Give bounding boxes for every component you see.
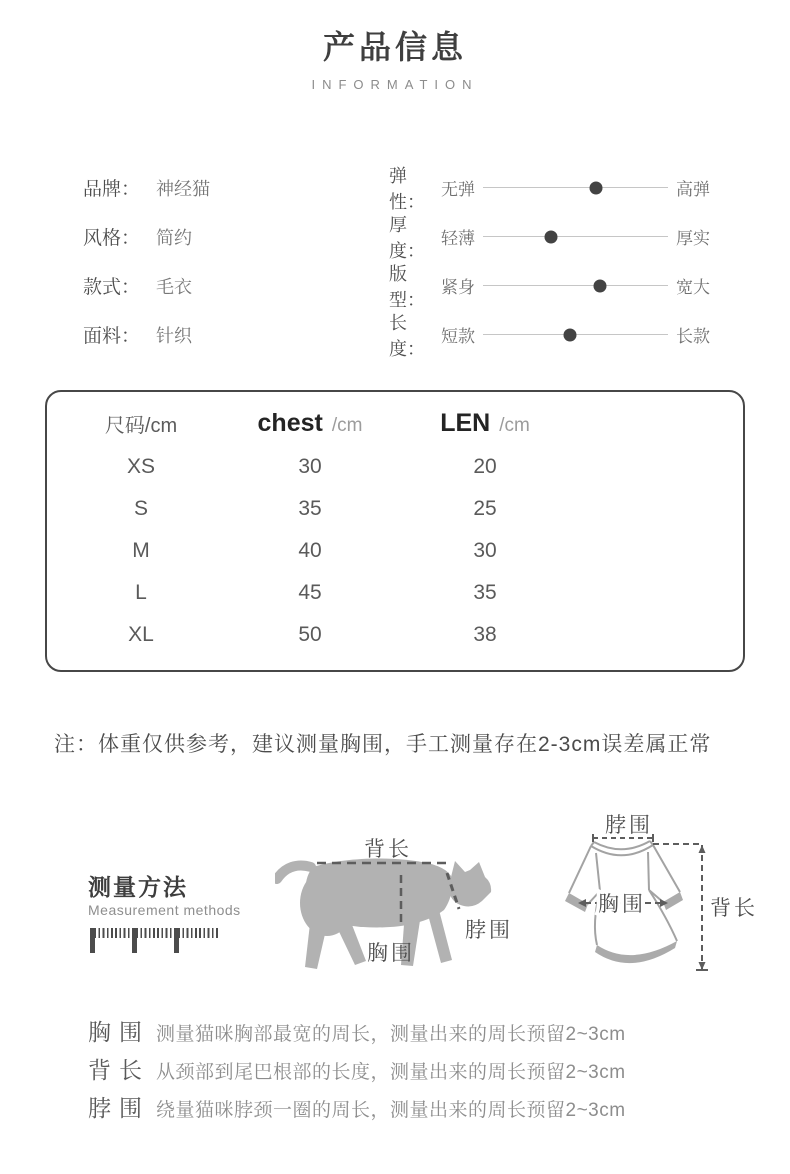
slider-min-label: 短款	[441, 327, 475, 346]
glossary-desc: 从颈部到尾巴根部的长度，测量出来的周长预留2~3cm	[156, 1062, 626, 1083]
col-header-size: 尺码/cm	[104, 414, 178, 437]
glossary-term: 胸围	[88, 1019, 150, 1045]
cell-size: L	[135, 581, 147, 604]
slider-min-label: 无弹	[441, 180, 475, 199]
cat-illustration	[275, 815, 555, 1000]
attr-value: 针织	[156, 325, 193, 346]
slider-dot	[563, 328, 576, 341]
slider-row-elasticity	[389, 163, 710, 212]
slider-label: 版型：	[389, 263, 425, 310]
table-row	[47, 488, 743, 530]
attr-row-type	[83, 261, 210, 310]
cell-len: 35	[473, 581, 497, 604]
slider-dot	[593, 279, 606, 292]
slider-track	[483, 285, 668, 286]
glossary-term: 脖围	[88, 1095, 150, 1121]
cell-len: 30	[473, 539, 497, 562]
size-table	[45, 390, 745, 672]
attr-value: 简约	[156, 227, 193, 248]
attr-value: 神经猫	[156, 178, 211, 199]
slider-label: 厚度：	[389, 214, 425, 261]
slider-dot	[589, 181, 602, 194]
page-title: 产品信息	[322, 29, 467, 65]
cell-len: 38	[473, 623, 497, 646]
col-header-len: LEN /cm	[440, 408, 530, 437]
slider-label: 长度：	[389, 312, 425, 359]
cell-size: S	[133, 497, 148, 520]
cell-chest: 50	[298, 623, 322, 646]
cell-size: XL	[128, 623, 154, 646]
glossary-desc: 测量猫咪胸部最宽的周长，测量出来的周长预留2~3cm	[156, 1024, 626, 1045]
shirt-neck-label: 脖围	[605, 814, 653, 837]
glossary-row-back	[88, 1052, 626, 1090]
ruler-icon	[90, 928, 218, 953]
cell-size: M	[132, 539, 150, 562]
slider-max-label: 厚实	[676, 229, 710, 248]
page-header	[0, 22, 790, 92]
page-subtitle: INFORMATION	[311, 77, 479, 92]
attr-row-brand	[83, 163, 210, 212]
shirt-illustration	[550, 795, 790, 985]
slider-label: 弹性：	[389, 165, 425, 212]
cell-chest: 30	[298, 455, 322, 478]
ruler-bar	[90, 928, 95, 953]
ruler-bar	[174, 928, 179, 953]
cat-tail	[277, 866, 311, 880]
slider-track	[483, 236, 668, 237]
cat-back-label: 背长	[364, 838, 412, 861]
table-row	[47, 530, 743, 572]
ruler-bar	[132, 928, 137, 953]
glossary	[88, 1014, 626, 1128]
slider-row-thickness	[389, 212, 710, 261]
attr-label: 款式：	[83, 277, 141, 298]
slider-track	[483, 334, 668, 335]
slider-max-label: 宽大	[676, 278, 710, 297]
col-header-chest: chest /cm	[257, 408, 363, 437]
slider-max-label: 高弹	[676, 180, 710, 199]
cell-chest: 35	[298, 497, 322, 520]
slider-row-fit	[389, 261, 710, 310]
cell-chest: 40	[298, 539, 322, 562]
shirt-chest-label: 胸围	[598, 893, 646, 916]
attr-label: 面料：	[83, 326, 141, 347]
cell-len: 20	[473, 455, 497, 478]
table-row	[47, 614, 743, 656]
attr-row-style	[83, 212, 210, 261]
measurement-title: 测量方法	[88, 874, 188, 900]
cat-neck-label: 脖围	[465, 919, 513, 942]
cat-chest-label: 胸围	[367, 942, 415, 965]
cell-size: XS	[126, 455, 155, 478]
table-row	[47, 446, 743, 488]
attr-row-fabric	[83, 310, 210, 359]
size-table-header	[47, 400, 743, 446]
measurement-subtitle: Measurement methods	[88, 902, 241, 918]
cell-len: 25	[473, 497, 497, 520]
table-row	[47, 572, 743, 614]
slider-min-label: 紧身	[441, 278, 475, 297]
glossary-row-neck	[88, 1090, 626, 1128]
attr-value: 毛衣	[156, 276, 193, 297]
slider-min-label: 轻薄	[441, 229, 475, 248]
slider-dot	[545, 230, 558, 243]
attr-label: 品牌：	[83, 179, 141, 200]
glossary-term: 背长	[88, 1057, 150, 1083]
slider-track	[483, 187, 668, 188]
attr-label: 风格：	[83, 228, 141, 249]
cell-chest: 45	[298, 581, 322, 604]
glossary-row-chest	[88, 1014, 626, 1052]
shirt-back-label: 背长	[710, 897, 758, 920]
slider-attribute-list	[389, 163, 710, 359]
attribute-list	[83, 163, 210, 359]
glossary-desc: 绕量猫咪脖颈一圈的周长，测量出来的周长预留2~3cm	[156, 1100, 626, 1121]
measure-note: 注：体重仅供参考，建议测量胸围，手工测量存在2-3cm误差属正常	[54, 733, 712, 756]
slider-max-label: 长款	[676, 327, 710, 346]
ruler-ticks	[90, 928, 218, 938]
slider-row-length	[389, 310, 710, 359]
